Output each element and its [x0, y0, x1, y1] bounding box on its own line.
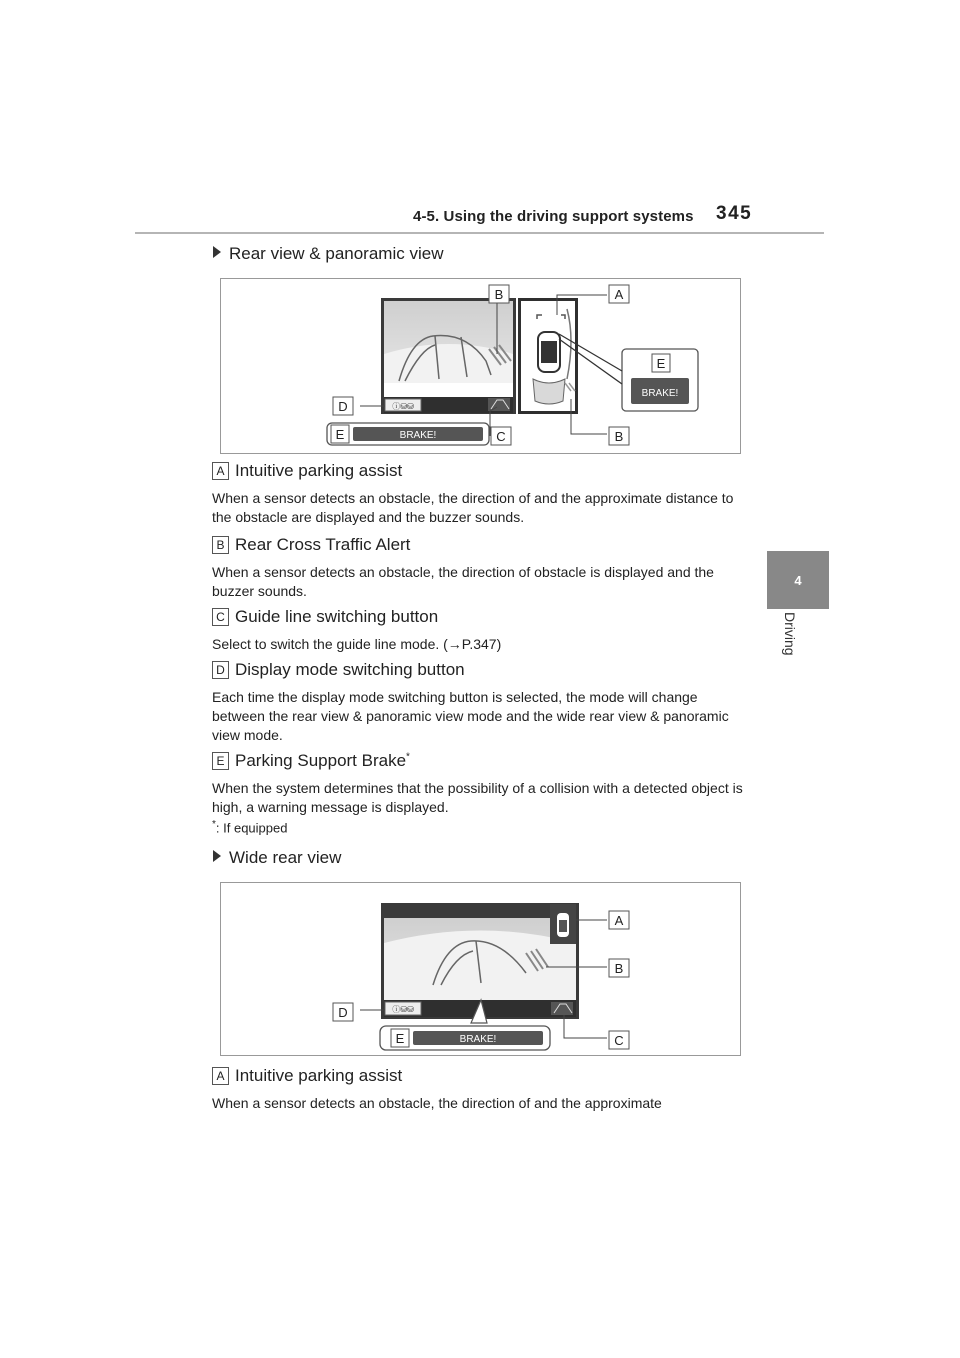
text-prefix: Select to switch the guide line mode. (: [212, 636, 448, 652]
item-letter: B: [212, 536, 229, 554]
item-letter: D: [212, 661, 229, 679]
section-title: 4-5. Using the driving support systems: [413, 208, 694, 225]
chapter-tab: [767, 551, 829, 609]
footnote-text: : If equipped: [215, 820, 288, 836]
callout-b: B: [614, 961, 624, 976]
svg-text:ⓘ⛁⛁: ⓘ⛁⛁: [392, 402, 414, 411]
page-number: 345: [716, 203, 753, 224]
item-heading: Guide line switching button: [235, 607, 439, 626]
item-heading: Display mode switching button: [235, 660, 465, 679]
item-c: [212, 607, 752, 654]
footnote-mark: *: [406, 751, 410, 763]
section-bullet: [213, 244, 443, 264]
figure-wide-rear: [220, 882, 741, 1056]
item-d: [212, 660, 752, 745]
brake-warning-bar: BRAKE!: [399, 430, 437, 441]
footnote: [212, 819, 287, 835]
arrow-right-icon: →: [447, 636, 462, 652]
callout-e: E: [335, 427, 345, 442]
item-text: When a sensor detects an obstacle, the direction of and the approximate distance to the obstacle are displayed and the buzzer sounds.: [212, 490, 734, 525]
item-heading: Rear Cross Traffic Alert: [235, 535, 411, 554]
wide-rear-diagram: [221, 883, 740, 1055]
item-text: Each time the display mode switching button is selected, the mode will change between the rear view & panoramic view mode and the wide rear view & panoramic view mode.: [212, 689, 729, 743]
item-letter: A: [212, 462, 229, 480]
item-a: [212, 1066, 752, 1113]
item-letter: E: [212, 752, 229, 770]
header-divider: [135, 232, 824, 234]
callout-d: D: [338, 1005, 348, 1020]
callout-e-box: E: [656, 356, 666, 371]
item-text: When the system determines that the possibility of a collision with a detected object is high, a warning message is displayed.: [212, 780, 743, 815]
item-heading: Intuitive parking assist: [235, 1066, 403, 1085]
brake-warning-enlarged: BRAKE!: [641, 388, 679, 399]
callout-c: C: [496, 429, 506, 444]
triangle-bullet-icon: [213, 246, 221, 258]
triangle-bullet-icon: [213, 850, 221, 862]
item-letter: A: [212, 1067, 229, 1085]
item-heading: Parking Support Brake: [235, 751, 407, 770]
bullet-title: Wide rear view: [229, 848, 342, 867]
page-reference-link[interactable]: P.347: [461, 636, 497, 652]
text-suffix: ): [496, 636, 502, 652]
item-text: When a sensor detects an obstacle, the direction of and the approximate: [212, 1095, 662, 1111]
rear-panoramic-diagram: [221, 279, 740, 453]
item-text: [212, 635, 752, 654]
item-a: [212, 461, 752, 527]
bullet-title: Rear view & panoramic view: [229, 244, 444, 263]
callout-b-bottom: B: [614, 429, 624, 444]
figure-rear-panoramic: [220, 278, 741, 454]
callout-c: C: [614, 1033, 624, 1048]
item-letter: C: [212, 608, 229, 626]
callout-b-top: B: [494, 287, 504, 302]
callout-a: A: [614, 287, 624, 302]
item-e: [212, 751, 752, 817]
callout-d: D: [338, 399, 348, 414]
item-heading: Intuitive parking assist: [235, 461, 403, 480]
callout-a: A: [614, 913, 624, 928]
svg-text:ⓘ⛁⛁: ⓘ⛁⛁: [392, 1005, 414, 1014]
callout-e: E: [395, 1031, 405, 1046]
item-text: When a sensor detects an obstacle, the direction of obstacle is displayed and the buzzer sounds.: [212, 564, 714, 599]
brake-warning-bar: BRAKE!: [459, 1034, 497, 1045]
item-b: [212, 535, 752, 601]
chapter-name: Driving: [782, 612, 798, 656]
chapter-number: 4: [794, 572, 802, 588]
footnote-mark: *: [212, 819, 216, 830]
section-bullet: [213, 848, 341, 868]
